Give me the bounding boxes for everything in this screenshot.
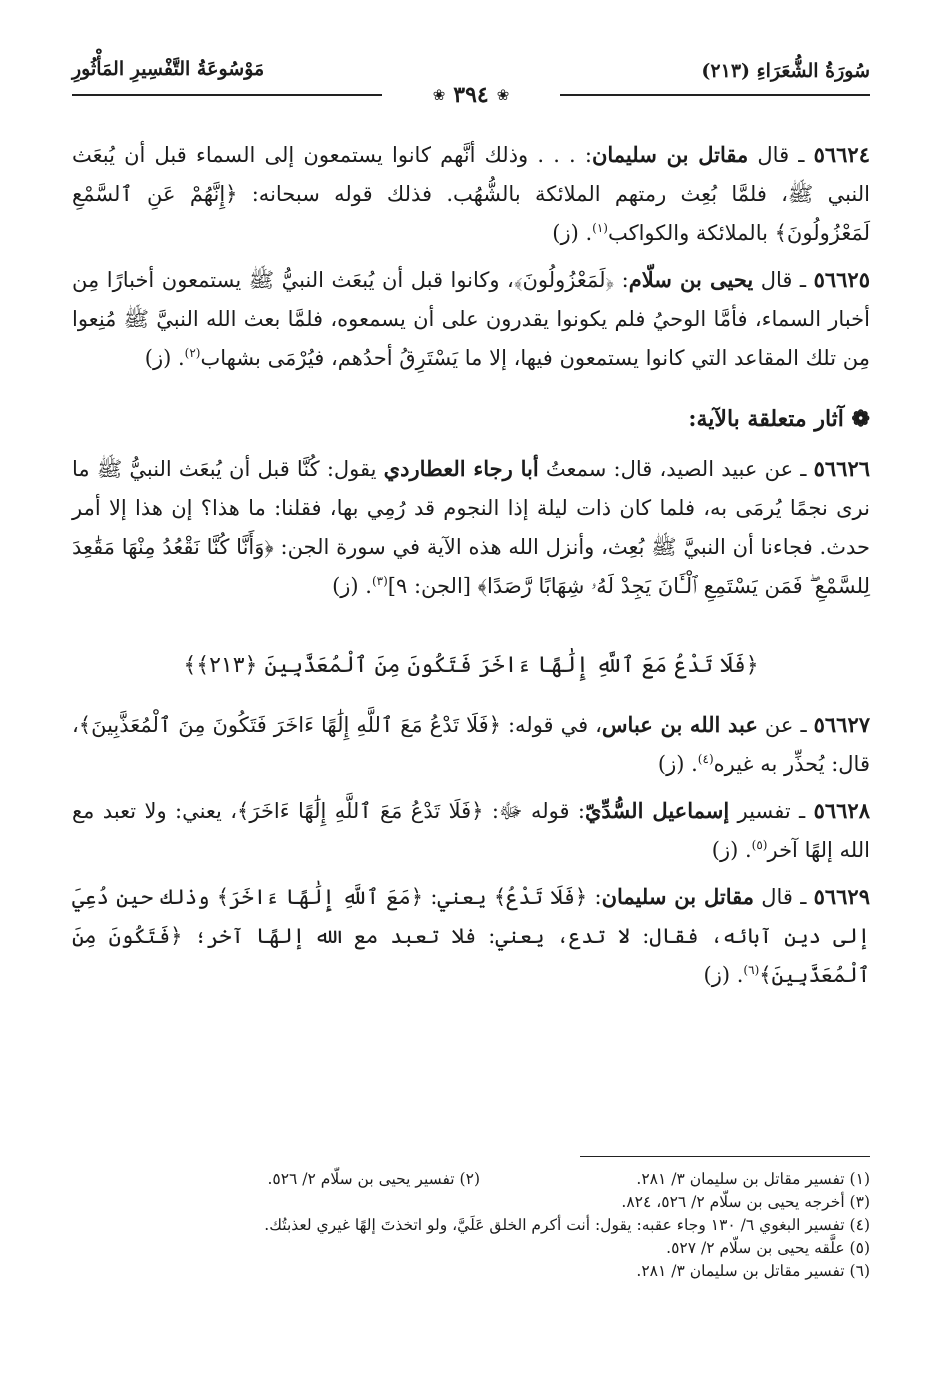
footnote-5: (٥) علَّقه يحيى بن سلّام ٢/ ٥٢٧.	[666, 1239, 870, 1257]
narration-56625	[72, 260, 870, 378]
running-header	[72, 52, 870, 108]
narration-number: ٥٦٦٢٥	[813, 267, 870, 292]
narration-end: . (ز)	[657, 752, 698, 776]
ornament-icon: ❀	[432, 86, 446, 104]
narration-text: يقول: كُنَّا قبل أن يُبعَث النبيُّ ﷺ ما نرى نجمًا يُرمَى به، فلما كان ذات ليلة إذا النجوم قد رُمِي بها، فقلنا: ما هذا؟ إن هذا إلا أمر حدث. فجاءنا أن النبيَّ ﷺ بُعِث، وأنزل الله هذه الآية في سورة الجن: ﴿وَأَنَّا كُنَّا نَقْعُدُ مِنْهَا مَقَٰعِدَ لِلسَّمْعِ ۖ فَمَن يَسْتَمِعِ ٱلْـَٔانَ يَجِدْ لَهُۥ شِهَابًا رَّصَدًا﴾ [الجن: ٩]	[72, 457, 870, 598]
footnote-ref[interactable]: (٣)	[371, 574, 388, 588]
footnote-2: (٢) تفسير يحيى بن سلّام ٢/ ٥٢٦.	[267, 1170, 480, 1188]
footnote-divider	[580, 1156, 870, 1157]
narration-end: . (ز)	[703, 963, 744, 987]
narration-text: : . . . وذلك أنَّهم كانوا يستمعون إلى السماء قبل أن يُبعَث النبي ﷺ، فلمَّا بُعِث رمتهم الملائكة بالشُّهُب. فذلك قوله سبحانه: ﴿إِنَّهُمْ عَنِ ٱلسَّمْعِ لَمَعْزُولُونَ﴾ بالملائكة والكواكب	[72, 143, 870, 245]
narrator-name: مقاتل بن سليمان	[591, 142, 749, 167]
narration-number: ٥٦٦٢٦	[813, 456, 871, 481]
narration-number: ٥٦٦٢٤	[813, 142, 870, 167]
narration-intro: ـ عن	[757, 713, 814, 737]
page-number: ٣٩٤	[453, 82, 489, 108]
narration-text: : ﴿فَلَا تَدْعُ﴾ يعني: ﴿مَعَ ٱللَّهِ إِلَٰهًا ءَاخَرَ﴾ وذلك حين دُعِيَ إلى دين آبائه، فقال: لا تدع، يعني: فلا تعبد مع الله إلهًا آخر؛ ﴿فَتَكُونَ مِنَ ٱلْمُعَذَّبِينَ﴾	[72, 885, 870, 987]
narration-text: ، في قوله: ﴿فَلَا تَدْعُ مَعَ ٱللَّهِ إِلَٰهًا ءَاخَرَ فَتَكُونَ مِنَ ٱلْمُعَذَّبِينَ﴾، قال: يُحذِّر به غيره	[72, 713, 870, 776]
footnote-1: (١) تفسير مقاتل بن سليمان ٣/ ٢٨١.	[636, 1170, 870, 1188]
quran-verse-213: ﴿فَلَا تَدْعُ مَعَ ٱللَّهِ إِلَٰهًا ءَاخَرَ فَتَكُونَ مِنَ ٱلْمُعَذَّبِينَ ﴿٢١٣﴾﴾	[183, 653, 759, 678]
narration-number: ٥٦٦٢٧	[813, 712, 871, 737]
ornament-icon: ❀	[496, 86, 510, 104]
narration-intro: ـ قال	[748, 143, 814, 167]
narration-number: ٥٦٦٢٩	[813, 884, 870, 909]
narration-56626	[72, 449, 870, 606]
narration-56627	[72, 705, 870, 784]
narration-56629	[72, 877, 870, 995]
footnote-ref[interactable]: (١)	[592, 221, 608, 235]
section-heading: ❁ آثار متعلقة بالآية:	[688, 406, 870, 432]
narration-56624	[72, 135, 870, 253]
narration-end: . (ز)	[332, 574, 372, 598]
narrator-name: يحيى بن سلّام	[628, 267, 754, 292]
narration-56628	[72, 791, 870, 870]
narration-end: . (ز)	[711, 838, 752, 862]
narration-number: ٥٦٦٢٨	[813, 798, 870, 823]
narration-text: : ﴿لَمَعْزُولُونَ﴾، وكانوا قبل أن يُبعَث النبيُّ ﷺ يستمعون أخبارًا مِن أخبار السماء، فأمَّا الوحيُ فلم يكونوا يقدرون على أن يسمعوه، فلمَّا بعث الله النبيَّ ﷺ مُنِعوا مِن تلك المقاعد التي كانوا يستمعون فيها، إلا ما يَسْتَرِقُ أحدُهم، فيُرْمَى بشهاب	[72, 268, 870, 370]
footnote-6: (٦) تفسير مقاتل بن سليمان ٣/ ٢٨١.	[636, 1262, 870, 1280]
header-rule-right	[560, 94, 870, 96]
footnote-row	[72, 1168, 870, 1191]
narration-intro: ـ عن عبيد الصيد، قال: سمعتُ	[538, 457, 814, 481]
narration-end: . (ز)	[552, 221, 593, 245]
narrator-name: إسماعيل السُّدِّيّ	[584, 798, 730, 823]
book-title: مَوْسُوعَةُ التَّفْسِيرِ المَأْثُورِ	[72, 58, 265, 80]
footnote-4: (٤) تفسير البغوي ٦/ ١٣٠ وجاء عقبه: يقول: أنت أكرم الخلق عَلَيَّ، ولو اتخذتَ إلهًا غيري لعذبتُك.	[264, 1216, 870, 1234]
narrator-name: عبد الله بن عباس	[601, 712, 758, 737]
footnote-ref[interactable]: (٥)	[751, 838, 768, 852]
footnote-ref[interactable]: (٤)	[697, 752, 714, 766]
sura-title: سُورَةُ الشُّعَرَاءِ (٢١٣)	[701, 60, 870, 82]
footnote-ref[interactable]: (٦)	[743, 963, 760, 977]
header-rule-left	[72, 94, 382, 96]
footnote-ref[interactable]: (٢)	[184, 346, 201, 360]
footnotes	[72, 1168, 870, 1283]
narration-intro: ـ قال	[754, 885, 814, 909]
narrator-name: مقاتل بن سليمان	[601, 884, 755, 909]
narration-end: . (ز)	[144, 346, 185, 370]
main-text	[72, 135, 870, 1002]
footnote-3: (٣) أخرجه يحيى بن سلّام ٢/ ٥٢٦، ٨٢٤.	[621, 1193, 870, 1211]
narration-intro: ـ تفسير	[729, 799, 814, 823]
narration-intro: ـ قال	[753, 268, 814, 292]
page-number-block	[433, 82, 510, 108]
narrator-name: أبا رجاء العطاردي	[383, 456, 539, 481]
narration-text: : قوله ﷻ: ﴿فَلَا تَدْعُ مَعَ ٱللَّهِ إِلَٰهًا ءَاخَرَ﴾، يعني: ولا تعبد مع الله إلهًا آخر	[72, 799, 870, 862]
